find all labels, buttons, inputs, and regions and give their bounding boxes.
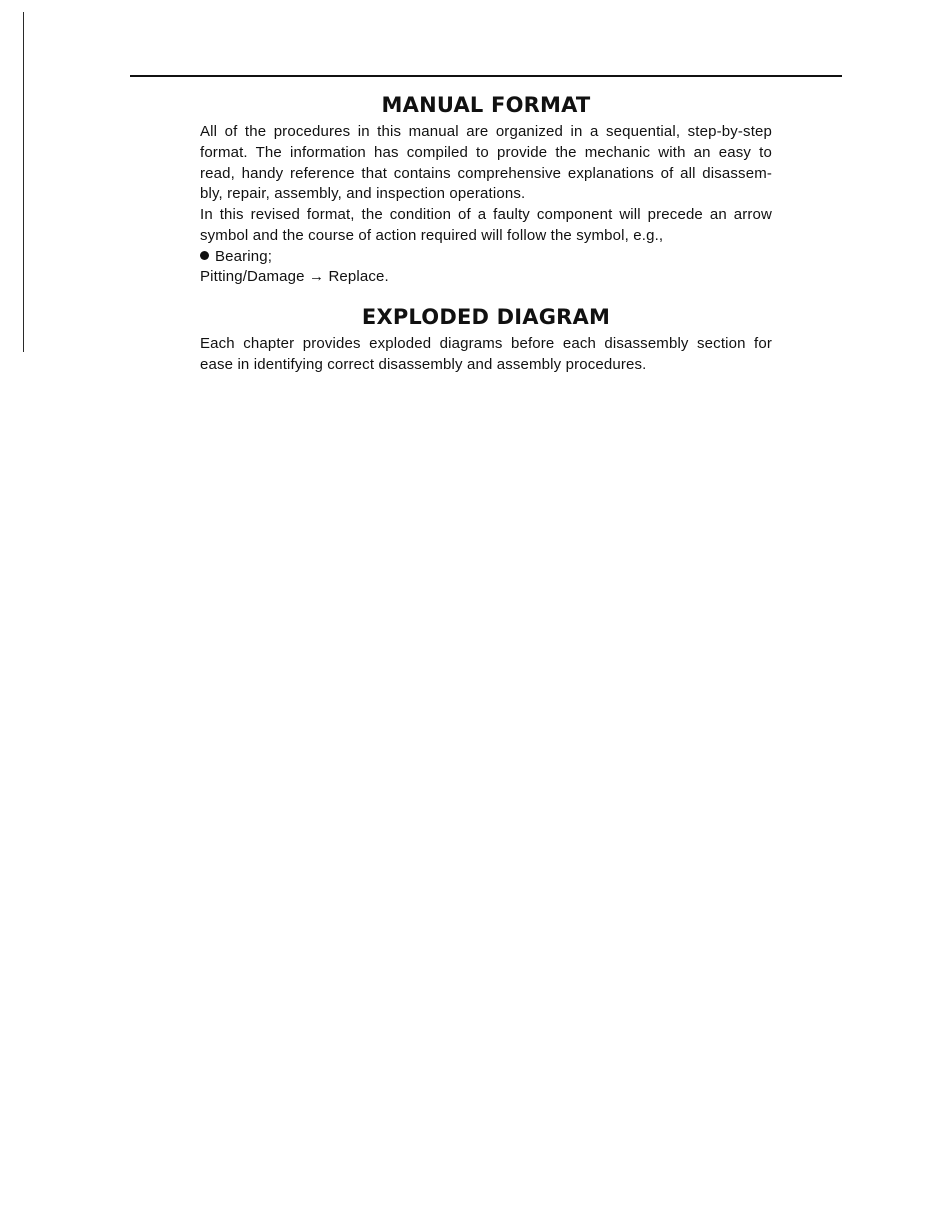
manual-format-heading: MANUAL FORMAT [381, 93, 591, 117]
manual-format-paragraph-1 [200, 122, 772, 205]
paragraph-line: symbol and the course of action required will follow the symbol, e.g., [200, 226, 664, 244]
example-bullet-text: Bearing; [215, 247, 273, 265]
exploded-diagram-heading: EXPLODED DIAGRAM [361, 305, 611, 329]
paragraph-line: In this revised format, the condition of a faulty component will precede an arrow [200, 206, 772, 223]
example-bullet-item [200, 247, 772, 268]
page-content [200, 88, 772, 376]
paragraph-line: bly, repair, assembly, and inspection operations. [200, 185, 526, 203]
paragraph-line: All of the procedures in this manual are organized in a sequential, step-by-step [200, 123, 772, 140]
exploded-diagram-paragraph [200, 334, 772, 376]
paragraph-line: ease in identifying correct disassembly and assembly procedures. [200, 355, 647, 373]
paragraph-line: Each chapter provides exploded diagrams before each disassembly section for [200, 335, 772, 352]
paragraph-line: read, handy reference that contains comprehensive explanations of all disassem- [200, 164, 772, 182]
example-action-line [200, 267, 772, 288]
binding-edge-line [23, 12, 24, 352]
example-action-text: Pitting/Damage → Replace. [200, 268, 389, 286]
manual-format-paragraph-2 [200, 205, 772, 247]
paragraph-line: format. The information has compiled to provide the mechanic with an easy to [200, 143, 772, 161]
bullet-icon [200, 251, 209, 260]
header-rule [130, 75, 842, 77]
